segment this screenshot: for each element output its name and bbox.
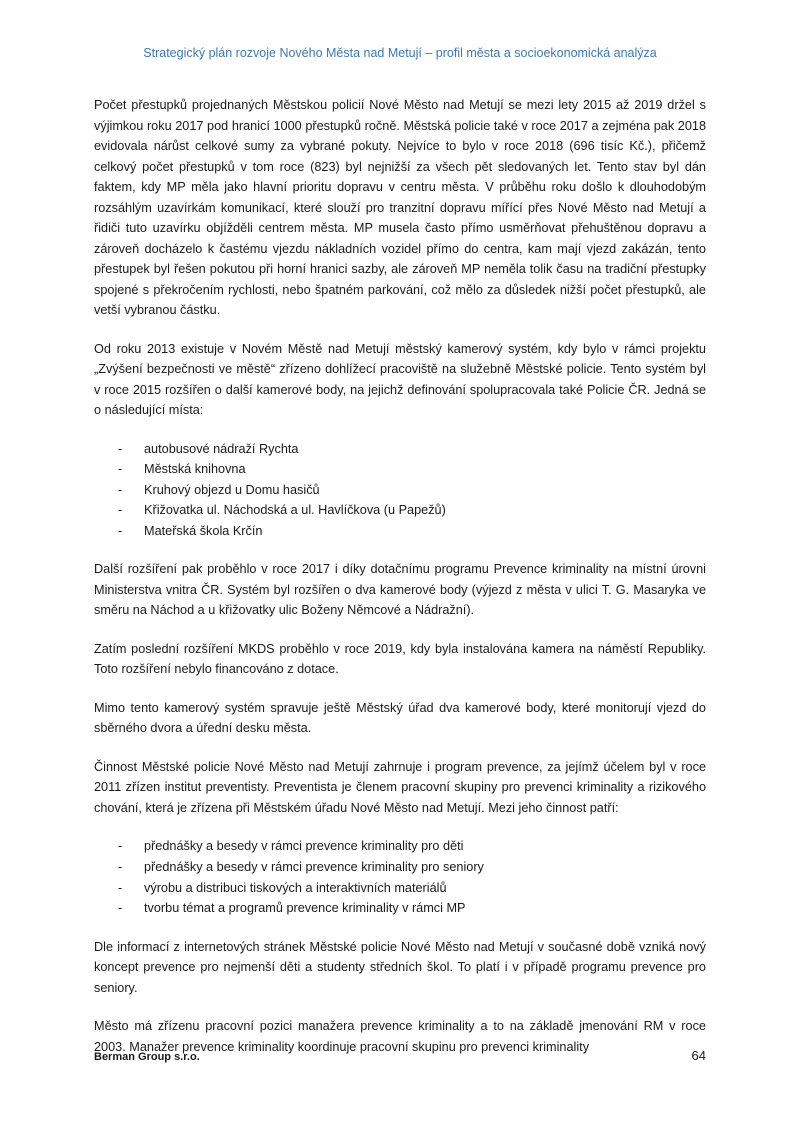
prevention-activities-list: [94, 836, 706, 918]
page-header: Strategický plán rozvoje Nového Města nad Metují – profil města a socioekonomická analýza: [143, 46, 657, 60]
paragraph-prevention-manager: Město má zřízenu pracovní pozici manažera prevence kriminality a to na základě jmenování RM v roce 2003. Manažer prevence kriminality koordinuje pracovní skupinu pro prevenci kriminality: [94, 1019, 706, 1054]
footer-company: Berman Group s.r.o.: [94, 1051, 200, 1063]
bullet-dash: -: [118, 839, 123, 854]
paragraph-extension-2019: Zatím poslední rozšíření MKDS proběhlo v roce 2019, kdy byla instalována kamera na náměstí Republiky. Toto rozšíření nebylo financováno z dotace.: [94, 641, 706, 677]
bullet-dash: -: [118, 523, 123, 538]
list-item: - výrobu a distribuci tiskových a interaktivních materiálů: [94, 878, 706, 899]
paragraph-offenses: Počet přestupků projednaných Městskou policií Nové Město nad Metují se mezi lety 2015 až 2019 držel s výjimkou roku 2017 pod hranicí 1000 přestupků ročně. Městská policie také v roce 2017 a zejména pak 2018 evidovala nárůst celkové sumy za vybrané pokuty. Nejvíce to bylo v roce 2018 (696 tisíc Kč.), přičemž celkový počet přestupků v tom roce (823) byl nejnižší za všech pět sledovaných let. Tento stav byl dán faktem, kdy MP měla jako hlavní prioritu dopravu v centru města. V průběhu roku došlo k dlouhodobým rozsáhlým uzavírkám komunikací, které slouží pro tranzitní dopravu mířící přes Nové Město nad Metují a řidiči tuto uzavírku objížděli centrem města. MP musela často přímo usměrňovat přehuštěnou dopravu a zároveň docházelo k častému vjezdu nákladních vozidel přímo do centra, kam mají vjezd zakázán, tento přestupek byl řešen pokutou při horní hranici sazby, ale zároveň MP neměla tolik času na tradiční přestupky spojené s překročením rychlosti, nebo špatném parkování, což mělo za důsledek nižší počet přestupků, ale vetší vybranou částku.: [94, 98, 706, 317]
list-item: - tvorbu témat a programů prevence kriminality v rámci MP: [94, 898, 706, 919]
list-item: - autobusové nádraží Rychta: [94, 439, 706, 460]
list-item: - Mateřská škola Krčín: [94, 521, 706, 542]
list-item: - Městská knihovna: [94, 459, 706, 480]
paragraph-municipal-cameras: Mimo tento kamerový systém spravuje ještě Městský úřad dva kamerové body, které monitorují vjezd do sběrného dvora a úřední desku města.: [94, 700, 706, 736]
bullet-dash: -: [118, 441, 123, 456]
document-body: [94, 95, 706, 1075]
paragraph-new-concept: Dle informací z internetových stránek Městské policie Nové Město nad Metují v současné době vzniká nový koncept prevence pro nejmenší děti a studenty středních škol. To platí i v případě programu prevence pro seniory.: [94, 939, 706, 995]
paragraph-prevention: Činnost Městské policie Nové Město nad Metují zahrnuje i program prevence, za jejímž účelem byl v roce 2011 zřízen institut preventisty. Preventista je členem pracovní skupiny pro prevenci kriminality a rizikového chování, která je zřízena při Městském úřadu Nové Město nad Metují. Mezi jeho činnost patří:: [94, 759, 706, 815]
camera-locations-list: [94, 439, 706, 542]
list-item: - Křižovatka ul. Náchodská a ul. Havlíčkova (u Papežů): [94, 500, 706, 521]
bullet-dash: -: [118, 482, 123, 497]
list-item: - přednášky a besedy v rámci prevence kriminality pro seniory: [94, 857, 706, 878]
paragraph-extension-2017: Další rozšíření pak proběhlo v roce 2017 i díky dotačnímu programu Prevence kriminality na místní úrovni Ministerstva vnitra ČR. Systém byl rozšířen o dva kamerové body (výjezd z města v ulici T. G. Masaryka ve směru na Náchod a u křižovatky ulic Boženy Němcové a Nádražní).: [94, 562, 706, 618]
list-item: - Kruhový objezd u Domu hasičů: [94, 480, 706, 501]
bullet-dash: -: [118, 503, 123, 518]
paragraph-camera-system: Od roku 2013 existuje v Novém Městě nad Metují městský kamerový systém, kdy bylo v rámci projektu „Zvýšení bezpečnosti ve městě“ zřízeno dohlížecí pracoviště na služebně Městské policie. Tento systém byl v roce 2015 rozšířen o další kamerové body, na jejichž definování spolupracovala také Policie ČR. Jedná se o následující místa:: [94, 341, 706, 417]
page-number: 64: [691, 1048, 706, 1063]
bullet-dash: -: [118, 901, 123, 916]
list-item: - přednášky a besedy v rámci prevence kriminality pro děti: [94, 836, 706, 857]
bullet-dash: -: [118, 860, 123, 875]
bullet-dash: -: [118, 462, 123, 477]
bullet-dash: -: [118, 880, 123, 895]
